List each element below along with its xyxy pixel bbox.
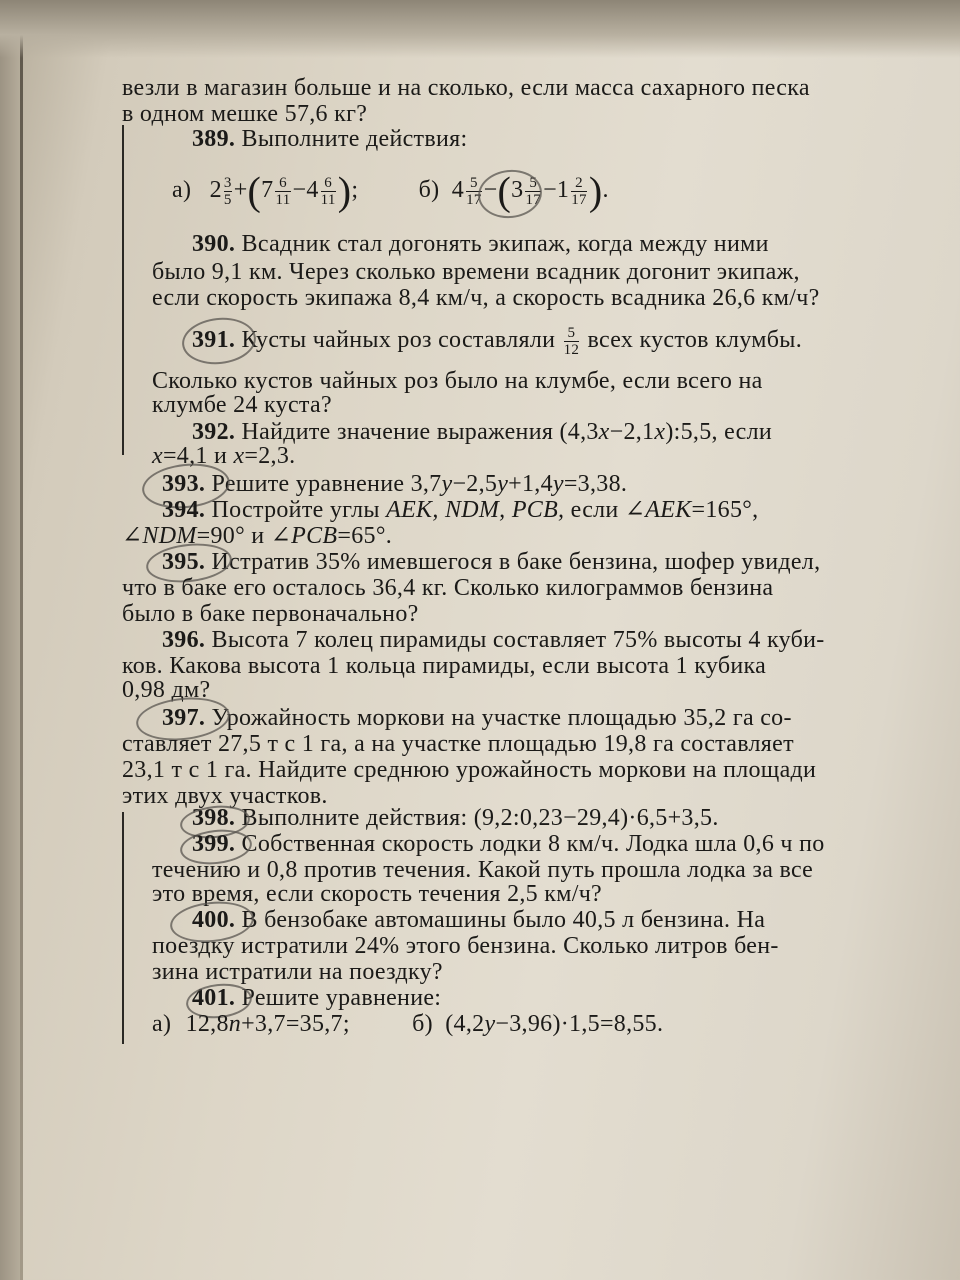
line-text: это время, если скорость течения 2,5 км/ч?: [152, 881, 603, 907]
denominator: 11: [320, 191, 336, 208]
line-text: течению и 0,8 против течения. Какой путь прошла лодка за все: [152, 857, 814, 883]
numerator: 5: [469, 174, 478, 191]
variable-x: x: [152, 443, 163, 469]
line-text: −3,96)·1,5=8,55.: [495, 1011, 664, 1037]
denominator: 12: [563, 341, 580, 358]
line-text: 23,1 т с 1 га. Найдите среднюю урожайность моркови на площади: [122, 757, 817, 783]
text-line: [0, 1010, 960, 1038]
variable-x: x: [654, 419, 666, 445]
line-text: Выполните действия: (9,2:0,23−29,4)·6,5+3,5.: [241, 805, 719, 831]
whole-part: 1: [556, 177, 570, 203]
line-text: В бензобаке автомашины было 40,5 л бензина. На: [241, 907, 766, 933]
problem-number: 390.: [192, 231, 236, 257]
text-line: [0, 522, 960, 550]
line-text: Решите уравнение 3,7: [211, 471, 442, 497]
text-line: [0, 442, 960, 470]
variable-y: y: [441, 471, 453, 497]
line-text: =2,3.: [244, 443, 296, 469]
line-text: Собственная скорость лодки 8 км/ч. Лодка шла 0,6 ч по: [241, 831, 825, 857]
close-paren: ): [337, 168, 352, 214]
angle-name: AEK,: [386, 497, 439, 523]
punctuation: .: [602, 177, 609, 203]
line-text: Урожайность моркови на участке площадью 35,2 га со-: [211, 705, 792, 731]
line-text: Сколько кустов чайных роз было на клумбе, если всего на: [152, 368, 763, 394]
angle-name: AEK: [645, 497, 692, 523]
angle-name: PCB: [291, 523, 338, 549]
problem-number: 400.: [192, 907, 236, 933]
problem-389-heading: [0, 125, 960, 153]
numerator: 6: [324, 174, 333, 191]
problem-number: 398.: [192, 805, 236, 831]
text-line: [0, 574, 960, 602]
item-label: б): [418, 177, 440, 203]
text-line: [0, 906, 960, 934]
problem-number: 397.: [162, 705, 206, 731]
text-line: [0, 880, 960, 908]
fraction: [275, 175, 290, 208]
line-text: =90° и ∠: [196, 523, 292, 549]
line-text: было в баке первоначально?: [122, 601, 419, 627]
fraction: [224, 175, 232, 208]
text-line: [0, 100, 960, 128]
open-paren: (: [497, 168, 512, 214]
line-text: +1,4: [508, 471, 553, 497]
whole-part: 4: [306, 177, 319, 203]
operator: −: [543, 177, 557, 203]
numerator: 2: [575, 174, 583, 191]
operator: +: [233, 177, 248, 203]
problem-number: 389.: [192, 126, 236, 152]
variable-y: y: [484, 1011, 496, 1037]
denominator: 5: [223, 191, 232, 208]
problem-text: Выполните действия:: [241, 126, 468, 152]
problem-number: 394.: [162, 497, 206, 523]
line-text: всех кустов клумбы.: [587, 327, 803, 353]
text-line: [0, 258, 960, 286]
problem-number: 395.: [162, 549, 206, 575]
line-text: −2,1: [609, 419, 655, 445]
whole-part: 3: [511, 177, 524, 203]
whole-part: 7: [261, 177, 274, 203]
numerator: 5: [529, 174, 538, 191]
line-text: ∠: [122, 523, 143, 549]
problem-number: 391.: [192, 327, 236, 353]
line-text: Постройте углы: [211, 497, 380, 523]
line-text: 0,98 дм?: [122, 677, 211, 703]
line-text: =165°,: [691, 497, 759, 523]
denominator: 17: [466, 191, 482, 208]
text-line: [0, 756, 960, 784]
page-top-shadow: [0, 0, 960, 58]
text-line: [0, 496, 960, 524]
line-text: =4,1 и: [162, 443, 228, 469]
variable-x: x: [233, 443, 245, 469]
line-text: что в баке его осталось 36,4 кг. Сколько килограммов бензина: [122, 575, 774, 601]
text-line: [0, 730, 960, 758]
numerator: 3: [223, 174, 232, 191]
whole-part: 2: [209, 177, 222, 203]
close-paren: ): [588, 168, 603, 214]
numerator: 5: [567, 324, 576, 341]
line-text: этих двух участков.: [122, 783, 328, 809]
text-line: [0, 320, 960, 360]
angle-name: NDM: [142, 523, 197, 549]
variable-x: x: [598, 419, 610, 445]
text-line: [0, 804, 960, 832]
operator: −: [483, 177, 498, 203]
line-text: ):5,5, если: [665, 419, 773, 445]
text-line: [0, 958, 960, 986]
line-text: Найдите значение выражения (4,3: [241, 419, 599, 445]
fraction: [571, 175, 587, 208]
line-text: =3,38.: [563, 471, 628, 497]
whole-part: 4: [451, 177, 465, 203]
line-text: Кусты чайных роз составляли: [241, 327, 556, 353]
item-label: б): [412, 1011, 433, 1037]
angle-name: NDM,: [444, 497, 506, 523]
line-text: ставляет 27,5 т с 1 га, а на участке площадью 19,8 га составляет: [122, 731, 794, 757]
line-text: в одном мешке 57,6 кг?: [122, 101, 368, 127]
line-text: поездку истратили 24% этого бензина. Сколько литров бен-: [152, 933, 779, 959]
item-label: а): [172, 177, 192, 203]
text-line: [0, 230, 960, 258]
line-text: Высота 7 колец пирамиды составляет 75% высоты 4 куби-: [211, 627, 825, 653]
line-text: Истратив 35% имевшегося в баке бензина, шофер увидел,: [211, 549, 821, 575]
open-paren: (: [247, 168, 262, 214]
line-text: −2,5: [452, 471, 498, 497]
line-text: +3,7=35,7;: [241, 1011, 350, 1037]
angle-name: PCB,: [511, 497, 565, 523]
numerator: 6: [279, 174, 287, 191]
line-text: Решите уравнение:: [241, 985, 442, 1011]
fraction: [321, 175, 336, 208]
problem-number: 401.: [192, 985, 236, 1011]
line-text: (4,2: [445, 1011, 485, 1037]
line-text: 12,8: [185, 1011, 229, 1037]
operator: −: [292, 177, 307, 203]
punctuation: ;: [351, 177, 359, 203]
line-text: зина истратили на поездку?: [152, 959, 443, 985]
variable-y: y: [552, 471, 564, 497]
text-line: [0, 600, 960, 628]
text-line: [0, 74, 960, 102]
text-line: [0, 984, 960, 1012]
problem-number: 393.: [162, 471, 206, 497]
text-line: [0, 391, 960, 419]
denominator: 11: [275, 191, 291, 208]
line-text: было 9,1 км. Через сколько времени всадник догонит экипаж,: [152, 259, 800, 285]
line-text: клумбе 24 куста?: [152, 392, 332, 418]
denominator: 17: [571, 191, 587, 208]
line-text: везли в магазин больше и на сколько, если масса сахарного песка: [122, 75, 810, 101]
denominator: 17: [525, 191, 542, 208]
text-line: [0, 284, 960, 312]
problem-number: 396.: [162, 627, 206, 653]
text-line: [0, 626, 960, 654]
problem-number: 392.: [192, 419, 236, 445]
text-line: [0, 676, 960, 704]
line-text: Всадник стал догонять экипаж, когда между ними: [241, 231, 769, 257]
item-label: а): [152, 1011, 172, 1037]
line-text: если скорость экипажа 8,4 км/ч, а скорость всадника 26,6 км/ч?: [152, 285, 820, 311]
problem-number: 399.: [192, 831, 236, 857]
text-line: [0, 548, 960, 576]
text-line: [0, 932, 960, 960]
fraction: [564, 325, 580, 358]
text-line: [0, 830, 960, 858]
variable-y: y: [497, 471, 509, 497]
line-text: если ∠: [570, 497, 646, 523]
variable-n: n: [228, 1011, 242, 1037]
line-text: ков. Какова высота 1 кольца пирамиды, если высота 1 кубика: [122, 653, 767, 679]
line-text: =65°.: [337, 523, 393, 549]
